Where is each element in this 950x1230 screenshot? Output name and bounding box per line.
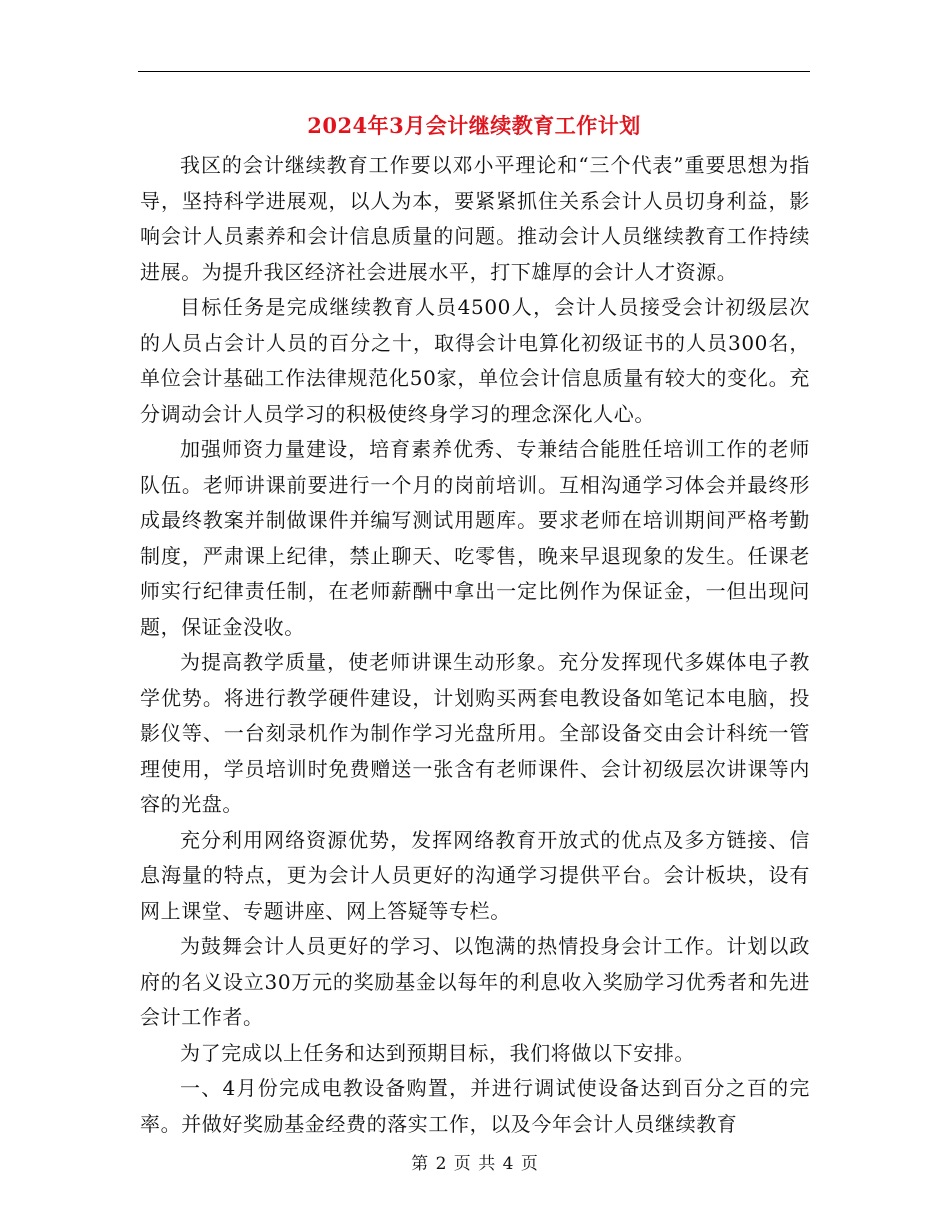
page-number: 第 2 页 共 4 页 [411, 1154, 539, 1174]
paragraph: 一、4月份完成电教设备购置，并进行调试使设备达到百分之百的完率。并做好奖励基金经费的落实工作，以及今年会计人员继续教育 [140, 1076, 810, 1136]
document-title: 2024年3月会计继续教育工作计划 [307, 113, 641, 138]
paragraph: 目标任务是完成继续教育人员4500人，会计人员接受会计初级层次的人员占会计人员的百分之十，取得会计电算化初级证书的人员300名，单位会计基础工作法律规范化50家，单位会计信息质量有较大的变化。充分调动会计人员学习的积极使终身学习的理念深化人心。 [140, 295, 810, 426]
header-rule [138, 71, 810, 72]
paragraph: 为了完成以上任务和达到预期目标，我们将做以下安排。 [180, 1040, 695, 1065]
paragraph: 充分利用网络资源优势，发挥网络教育开放式的优点及多方链接、信息海量的特点，更为会计人员更好的沟通学习提供平台。会计板块，设有网上课堂、专题讲座、网上答疑等专栏。 [140, 827, 810, 923]
paragraph: 为提高教学质量，使老师讲课生动形象。充分发挥现代多媒体电子教学优势。将进行教学硬件建设，计划购买两套电教设备如笔记本电脑，投影仪等、一台刻录机作为制作学习光盘所用。全部设备交由会计科统一管理使用，学员培训时免费赠送一张含有老师课件、会计初级层次讲课等内容的光盘。 [140, 650, 810, 816]
paragraph: 为鼓舞会计人员更好的学习、以饱满的热情投身会计工作。计划以政府的名义设立30万元的奖励基金以每年的利息收入奖励学习优秀者和先进会计工作者。 [140, 934, 810, 1029]
page-footer [0, 1152, 950, 1176]
paragraph: 我区的会计继续教育工作要以邓小平理论和“三个代表”重要思想为指导，坚持科学进展观，以人为本，要紧紧抓住关系会计人员切身利益，影响会计人员素养和会计信息质量的问题。推动会计人员继续教育工作持续进展。为提升我区经济社会进展水平，打下雄厚的会计人才资源。 [140, 153, 810, 284]
document-body [140, 148, 810, 1142]
paragraph: 加强师资力量建设，培育素养优秀、专兼结合能胜任培训工作的老师队伍。老师讲课前要进行一个月的岗前培训。互相沟通学习体会并最终形成最终教案并制做课件并编写测试用题库。要求老师在培训期间严格考勤制度，严肃课上纪律，禁止聊天、吃零售，晚来早退现象的发生。任课老师实行纪律责任制，在老师薪酬中拿出一定比例作为保证金，一但出现问题，保证金没收。 [140, 437, 810, 639]
